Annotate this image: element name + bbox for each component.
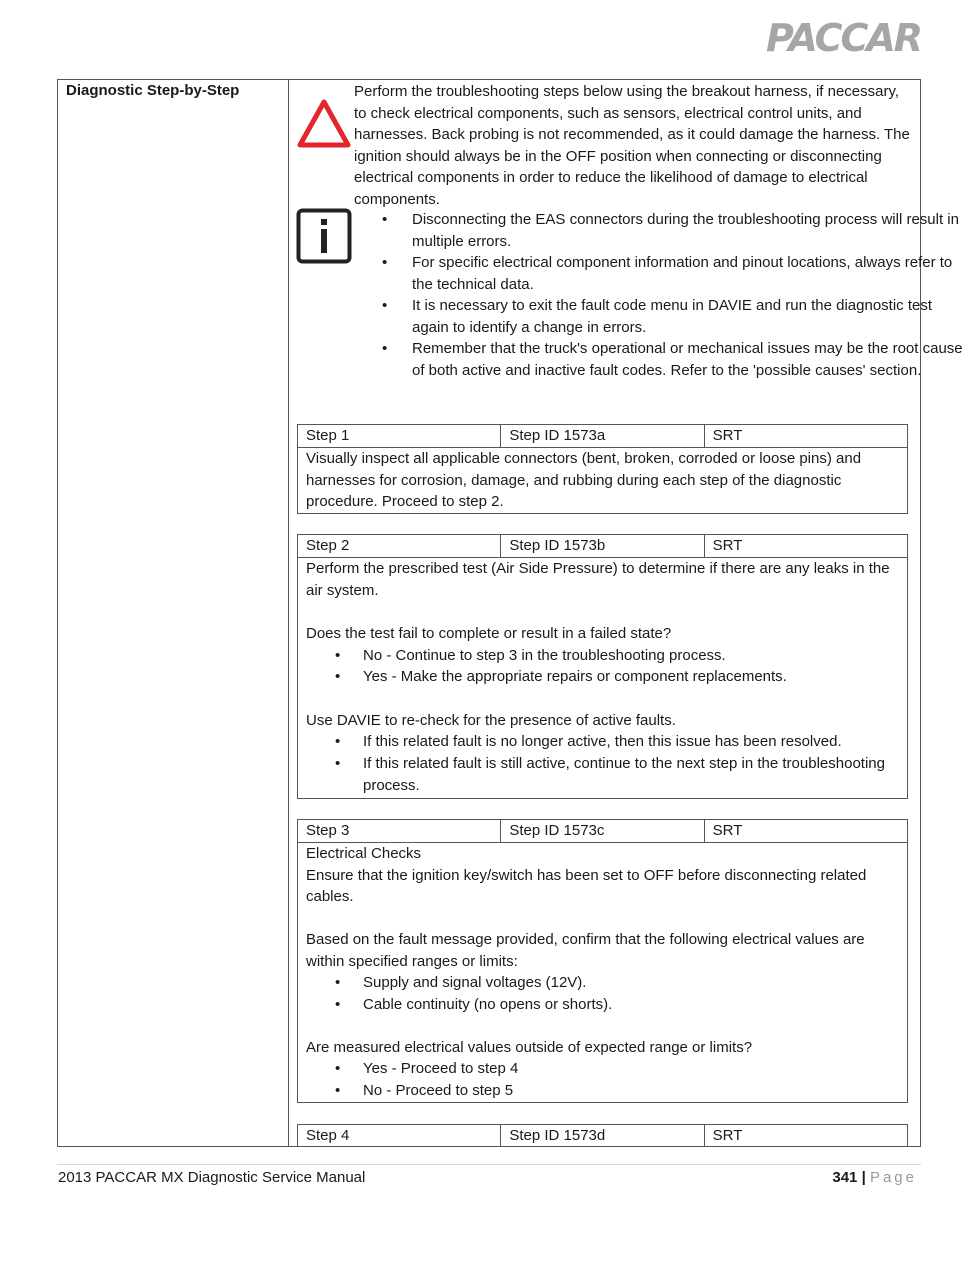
step-intro: Ensure that the ignition key/switch has been set to OFF before disconnecting related cables.	[306, 866, 867, 905]
list-item: • Disconnecting the EAS connectors during the troubleshooting process will result in multiple errors.	[412, 209, 972, 252]
column-divider	[288, 79, 289, 1147]
check-list	[306, 972, 899, 1015]
section-label: Diagnostic Step-by-Step	[66, 82, 240, 99]
list-item: • Cable continuity (no opens or shorts).	[363, 994, 899, 1016]
recheck-list	[306, 731, 899, 796]
step-id: Step ID 1573b	[500, 535, 703, 557]
step-question: Are measured electrical values outside of expected range or limits?	[306, 1038, 753, 1056]
list-item: • It is necessary to exit the fault code menu in DAVIE and run the diagnostic test again to identify a change in errors.	[412, 295, 972, 338]
warning-paragraph	[354, 81, 914, 210]
step-text: Visually inspect all applicable connectors (bent, broken, corroded or loose pins) and harnesses for corrosion, damage, and rubbing during each step of the diagnostic procedure. Proceed to step 2.	[306, 450, 862, 510]
step-header	[298, 535, 907, 558]
step-id: Step ID 1573a	[500, 425, 703, 447]
step-id: Step ID 1573c	[500, 820, 703, 842]
step-3-table	[297, 819, 908, 1103]
list-item: • If this related fault is no longer active, then this issue has been resolved.	[363, 731, 899, 753]
step-question: Does the test fail to complete or result in a failed state?	[306, 624, 672, 642]
list-item: • Yes - Make the appropriate repairs or component replacements.	[363, 666, 899, 688]
warning-triangle-icon	[296, 98, 352, 150]
answer-list	[306, 1058, 899, 1101]
page-separator: |	[861, 1169, 866, 1186]
list-item: • Remember that the truck's operational or mechanical issues may be the root cause of both active and inactive fault codes. Refer to the 'possible causes' section.	[412, 338, 972, 381]
step-number: Step 3	[306, 822, 350, 839]
answer-list	[306, 645, 899, 688]
step-srt: SRT	[704, 535, 907, 557]
step-srt: SRT	[704, 820, 907, 842]
step-1-table	[297, 424, 908, 514]
step-recheck: Use DAVIE to re-check for the presence of active faults.	[306, 711, 676, 729]
list-item: • No - Continue to step 3 in the troubleshooting process.	[363, 645, 899, 667]
manual-title: 2013 PACCAR MX Diagnostic Service Manual	[58, 1169, 366, 1186]
step-srt: SRT	[704, 425, 907, 447]
step-header	[298, 1125, 907, 1147]
step-number: Step 2	[306, 537, 350, 554]
step-check-intro: Based on the fault message provided, confirm that the following electrical values are within specified ranges or limits:	[306, 931, 865, 970]
paccar-logo: PACCAR	[766, 16, 922, 60]
info-icon	[296, 208, 352, 266]
step-header	[298, 820, 907, 843]
notes-list	[354, 209, 972, 381]
step-body	[298, 448, 907, 513]
step-srt: SRT	[704, 1125, 907, 1147]
list-item: • For specific electrical component information and pinout locations, always refer to the technical data.	[412, 252, 972, 295]
list-item: • Supply and signal voltages (12V).	[363, 972, 899, 994]
warning-text: Perform the troubleshooting steps below using the breakout harness, if necessary, to check electrical components, such as sensors, electrical control units, and harnesses. Back probing is not recommended, as it could damage the harness. The ignition should always be in the OFF position when connecting or disconnecting electrical components in order to reduce the likelihood of damage to electrical components.	[354, 83, 910, 208]
step-body	[298, 558, 907, 798]
step-number: Step 4	[306, 1127, 350, 1144]
list-item: • Yes - Proceed to step 4	[363, 1058, 899, 1080]
step-2-table	[297, 534, 908, 799]
step-id: Step ID 1573d	[500, 1125, 703, 1147]
step-body	[298, 843, 907, 1102]
list-item: • If this related fault is still active, continue to the next step in the troubleshooting process.	[363, 753, 899, 796]
step-header	[298, 425, 907, 448]
page-number: 341	[832, 1169, 858, 1186]
step-title: Electrical Checks	[306, 845, 422, 862]
page-indicator	[832, 1169, 917, 1186]
page-word: Page	[869, 1169, 917, 1186]
step-intro: Perform the prescribed test (Air Side Pressure) to determine if there are any leaks in the air system.	[306, 560, 890, 599]
step-4-table	[297, 1124, 908, 1147]
step-number: Step 1	[306, 427, 350, 444]
list-item: • No - Proceed to step 5	[363, 1080, 899, 1102]
footer-divider	[57, 1164, 921, 1165]
